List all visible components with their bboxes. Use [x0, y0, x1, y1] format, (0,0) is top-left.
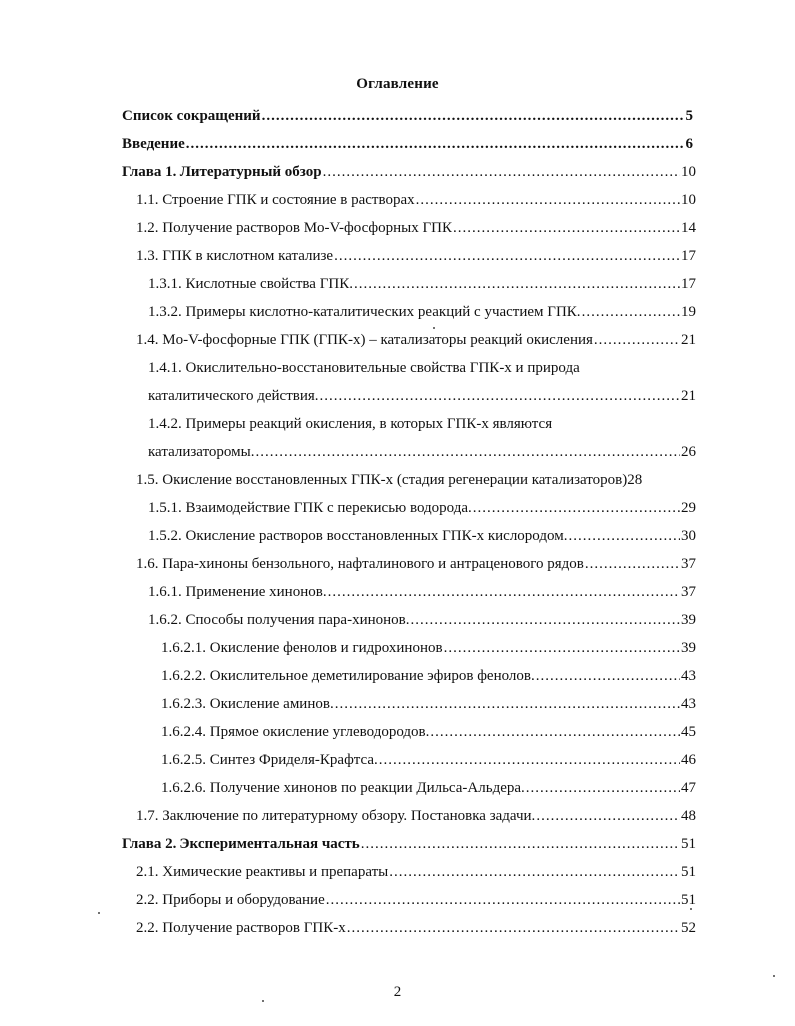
dot-leader	[585, 555, 680, 573]
toc-entry-chapter-2[interactable]	[122, 829, 696, 853]
toc-entry-abbreviations[interactable]	[122, 101, 693, 125]
dot-leader	[526, 779, 680, 797]
chapter-number: Глава 2.	[122, 836, 177, 852]
dot-leader	[568, 527, 680, 545]
toc-entry-text: 1.5.1. Взаимодействие ГПК с перекисью водорода.	[148, 500, 472, 516]
dot-leader	[416, 191, 680, 209]
dot-leader	[347, 919, 680, 937]
toc-entry-text: 1.5. Окисление восстановленных ГПК-x (стадия регенерации катализаторов)	[136, 472, 628, 488]
toc-entry-page: 39	[681, 640, 696, 656]
toc-entry-text: 1.6. Пара-хиноны бензольного, нафталинового и антраценового рядов	[136, 556, 584, 572]
toc-entry-text: 1.3.1. Кислотные свойства ГПК.	[148, 276, 353, 292]
toc-entry-page: 46	[681, 752, 696, 768]
dot-leader	[334, 247, 680, 265]
toc-entry-1-6-2-6[interactable]	[161, 773, 696, 797]
toc-entry-1-5-2[interactable]	[148, 521, 696, 545]
toc-entry-1-7[interactable]	[136, 801, 696, 825]
toc-entry-text: 1.1. Строение ГПК и состояние в растворах	[136, 192, 415, 208]
toc-entry-page: 52	[681, 920, 696, 936]
dot-leader	[594, 331, 680, 349]
toc-entry-text: 1.5.2. Окисление растворов восстановленных ГПК-x кислородом.	[148, 528, 568, 544]
toc-entry-page: 14	[681, 220, 696, 236]
toc-entry-page: 37	[681, 584, 696, 600]
dot-leader	[335, 695, 680, 713]
dot-leader	[444, 639, 680, 657]
toc-entry-page: 51	[681, 836, 696, 852]
dot-leader	[320, 387, 680, 405]
toc-entry-text: Список сокращений	[122, 108, 261, 124]
page-number: 2	[393, 984, 402, 1000]
toc-entry-1-6-2-3[interactable]	[161, 689, 696, 713]
toc-entry-page: 21	[681, 332, 696, 348]
dot-leader	[536, 807, 680, 825]
dot-leader	[582, 303, 680, 321]
dot-leader	[411, 611, 681, 629]
toc-entry-1-5[interactable]	[136, 465, 696, 489]
toc-entry-1-3-1[interactable]	[148, 269, 696, 293]
toc-title: Оглавление	[356, 76, 439, 92]
dot-leader	[389, 863, 680, 881]
toc-entry-page: 17	[681, 276, 696, 292]
dot-leader	[354, 275, 680, 293]
chapter-number: Глава 1.	[122, 164, 177, 180]
toc-entry-text: 2.1. Химические реактивы и препараты	[136, 864, 389, 880]
toc-entry-page: 28	[627, 472, 643, 488]
dot-leader	[430, 723, 680, 741]
toc-entry-page: 43	[681, 668, 696, 684]
toc-entry-1-6-2-1[interactable]	[161, 633, 696, 657]
toc-entry-1-5-1[interactable]	[148, 493, 696, 517]
scan-speck	[262, 1000, 264, 1002]
toc-entry-text: 1.3. ГПК в кислотном катализе	[136, 248, 334, 264]
toc-entry-1-4-1-first-line: 1.4.1. Окислительно-восстановительные свойства ГПК-x и природа	[148, 360, 580, 376]
toc-entry-text: каталитического действия.	[148, 388, 319, 404]
toc-entry-1-4-2[interactable]	[148, 437, 696, 461]
toc-entry-page: 47	[681, 780, 696, 796]
toc-entry-text: 1.2. Получение растворов Mo-V-фосфорных ГПК	[136, 220, 453, 236]
dot-leader	[453, 219, 680, 237]
dot-leader	[328, 583, 680, 601]
toc-entry-page: 21	[681, 388, 696, 404]
toc-entry-page: 51	[681, 892, 696, 908]
toc-entry-text: 1.7. Заключение по литературному обзору. Постановка задачи.	[136, 808, 536, 824]
toc-entry-1-6[interactable]	[136, 549, 696, 573]
scan-speck	[98, 912, 100, 914]
toc-entry-text: 1.3.2. Примеры кислотно-каталитических реакций с участием ГПК.	[148, 304, 581, 320]
toc-entry-page: 48	[681, 808, 696, 824]
toc-entry-text: 2.2. Получение растворов ГПК-x	[136, 920, 346, 936]
toc-entry-1-6-2-4[interactable]	[161, 717, 696, 741]
toc-entry-1-6-1[interactable]	[148, 577, 696, 601]
toc-entry-text: 1.6.2.4. Прямое окисление углеводородов.	[161, 724, 430, 740]
toc-entry-text: Введение	[122, 136, 185, 152]
toc-entry-1-2[interactable]	[136, 213, 696, 237]
toc-entry-page: 19	[681, 304, 696, 320]
toc-entry-text: 1.4. Mo-V-фосфорные ГПК (ГПК-x) – катализаторы реакций окисления	[136, 332, 593, 348]
toc-entry-introduction[interactable]	[122, 129, 693, 153]
dot-leader	[361, 835, 680, 853]
toc-entry-1-6-2-2[interactable]	[161, 661, 696, 685]
toc-entry-text: Литературный обзор	[179, 164, 322, 180]
toc-entry-page: 5	[685, 108, 693, 124]
dot-leader	[323, 163, 680, 181]
toc-entry-page: 45	[681, 724, 696, 740]
toc-entry-text: 1.6.2. Способы получения пара-хинонов.	[148, 612, 410, 628]
toc-entry-1-4-2-first-line: 1.4.2. Примеры реакций окисления, в которых ГПК-x являются	[148, 416, 553, 432]
dot-leader	[186, 135, 685, 153]
toc-entry-2-2-solutions[interactable]	[136, 913, 696, 937]
dot-leader	[326, 891, 680, 909]
toc-entry-1-3[interactable]	[136, 241, 696, 265]
toc-entry-1-1[interactable]	[136, 185, 696, 209]
toc-entry-page: 26	[681, 444, 696, 460]
toc-entry-text: 1.6.1. Применение хинонов.	[148, 584, 327, 600]
toc-entry-text: 1.6.2.2. Окислительное деметилирование эфиров фенолов.	[161, 668, 535, 684]
toc-entry-page: 6	[685, 136, 693, 152]
toc-entry-text: Экспериментальная часть	[179, 836, 360, 852]
toc-entry-page: 17	[681, 248, 696, 264]
toc-entry-text: 1.6.2.5. Синтез Фриделя-Крафтса.	[161, 752, 378, 768]
scan-speck	[690, 908, 692, 910]
dot-leader	[536, 667, 680, 685]
toc-entry-page: 43	[681, 696, 696, 712]
toc-entry-1-6-2[interactable]	[148, 605, 696, 629]
toc-entry-1-4[interactable]	[136, 325, 696, 349]
dot-leader	[379, 751, 680, 769]
toc-entry-page: 10	[681, 164, 696, 180]
scan-speck	[773, 975, 775, 977]
toc-entry-1-4-1[interactable]	[148, 381, 696, 405]
toc-entry-page: 30	[681, 528, 696, 544]
toc-entry-text: 1.6.2.1. Окисление фенолов и гидрохинонов	[161, 640, 443, 656]
toc-entry-text: 1.6.2.6. Получение хинонов по реакции Дильса-Альдера.	[161, 780, 525, 796]
toc-entry-text: 1.6.2.3. Окисление аминов.	[161, 696, 334, 712]
toc-entry-text: 2.2. Приборы и оборудование	[136, 892, 325, 908]
dot-leader	[473, 499, 680, 517]
scan-speck	[433, 327, 435, 329]
toc-entry-page: 29	[681, 500, 696, 516]
toc-entry-text: катализаторомы.	[148, 444, 255, 460]
toc-entry-1-6-2-5[interactable]	[161, 745, 696, 769]
toc-entry-1-3-2[interactable]	[148, 297, 696, 321]
dot-leader	[262, 107, 685, 125]
toc-entry-page: 51	[681, 864, 696, 880]
toc-entry-page: 37	[681, 556, 696, 572]
toc-entry-page: 10	[681, 192, 696, 208]
toc-entry-chapter-1[interactable]	[122, 157, 696, 181]
dot-leader	[255, 443, 680, 461]
toc-entry-page: 39	[681, 612, 696, 628]
toc-entry-2-2[interactable]	[136, 885, 696, 909]
toc-entry-2-1[interactable]	[136, 857, 696, 881]
